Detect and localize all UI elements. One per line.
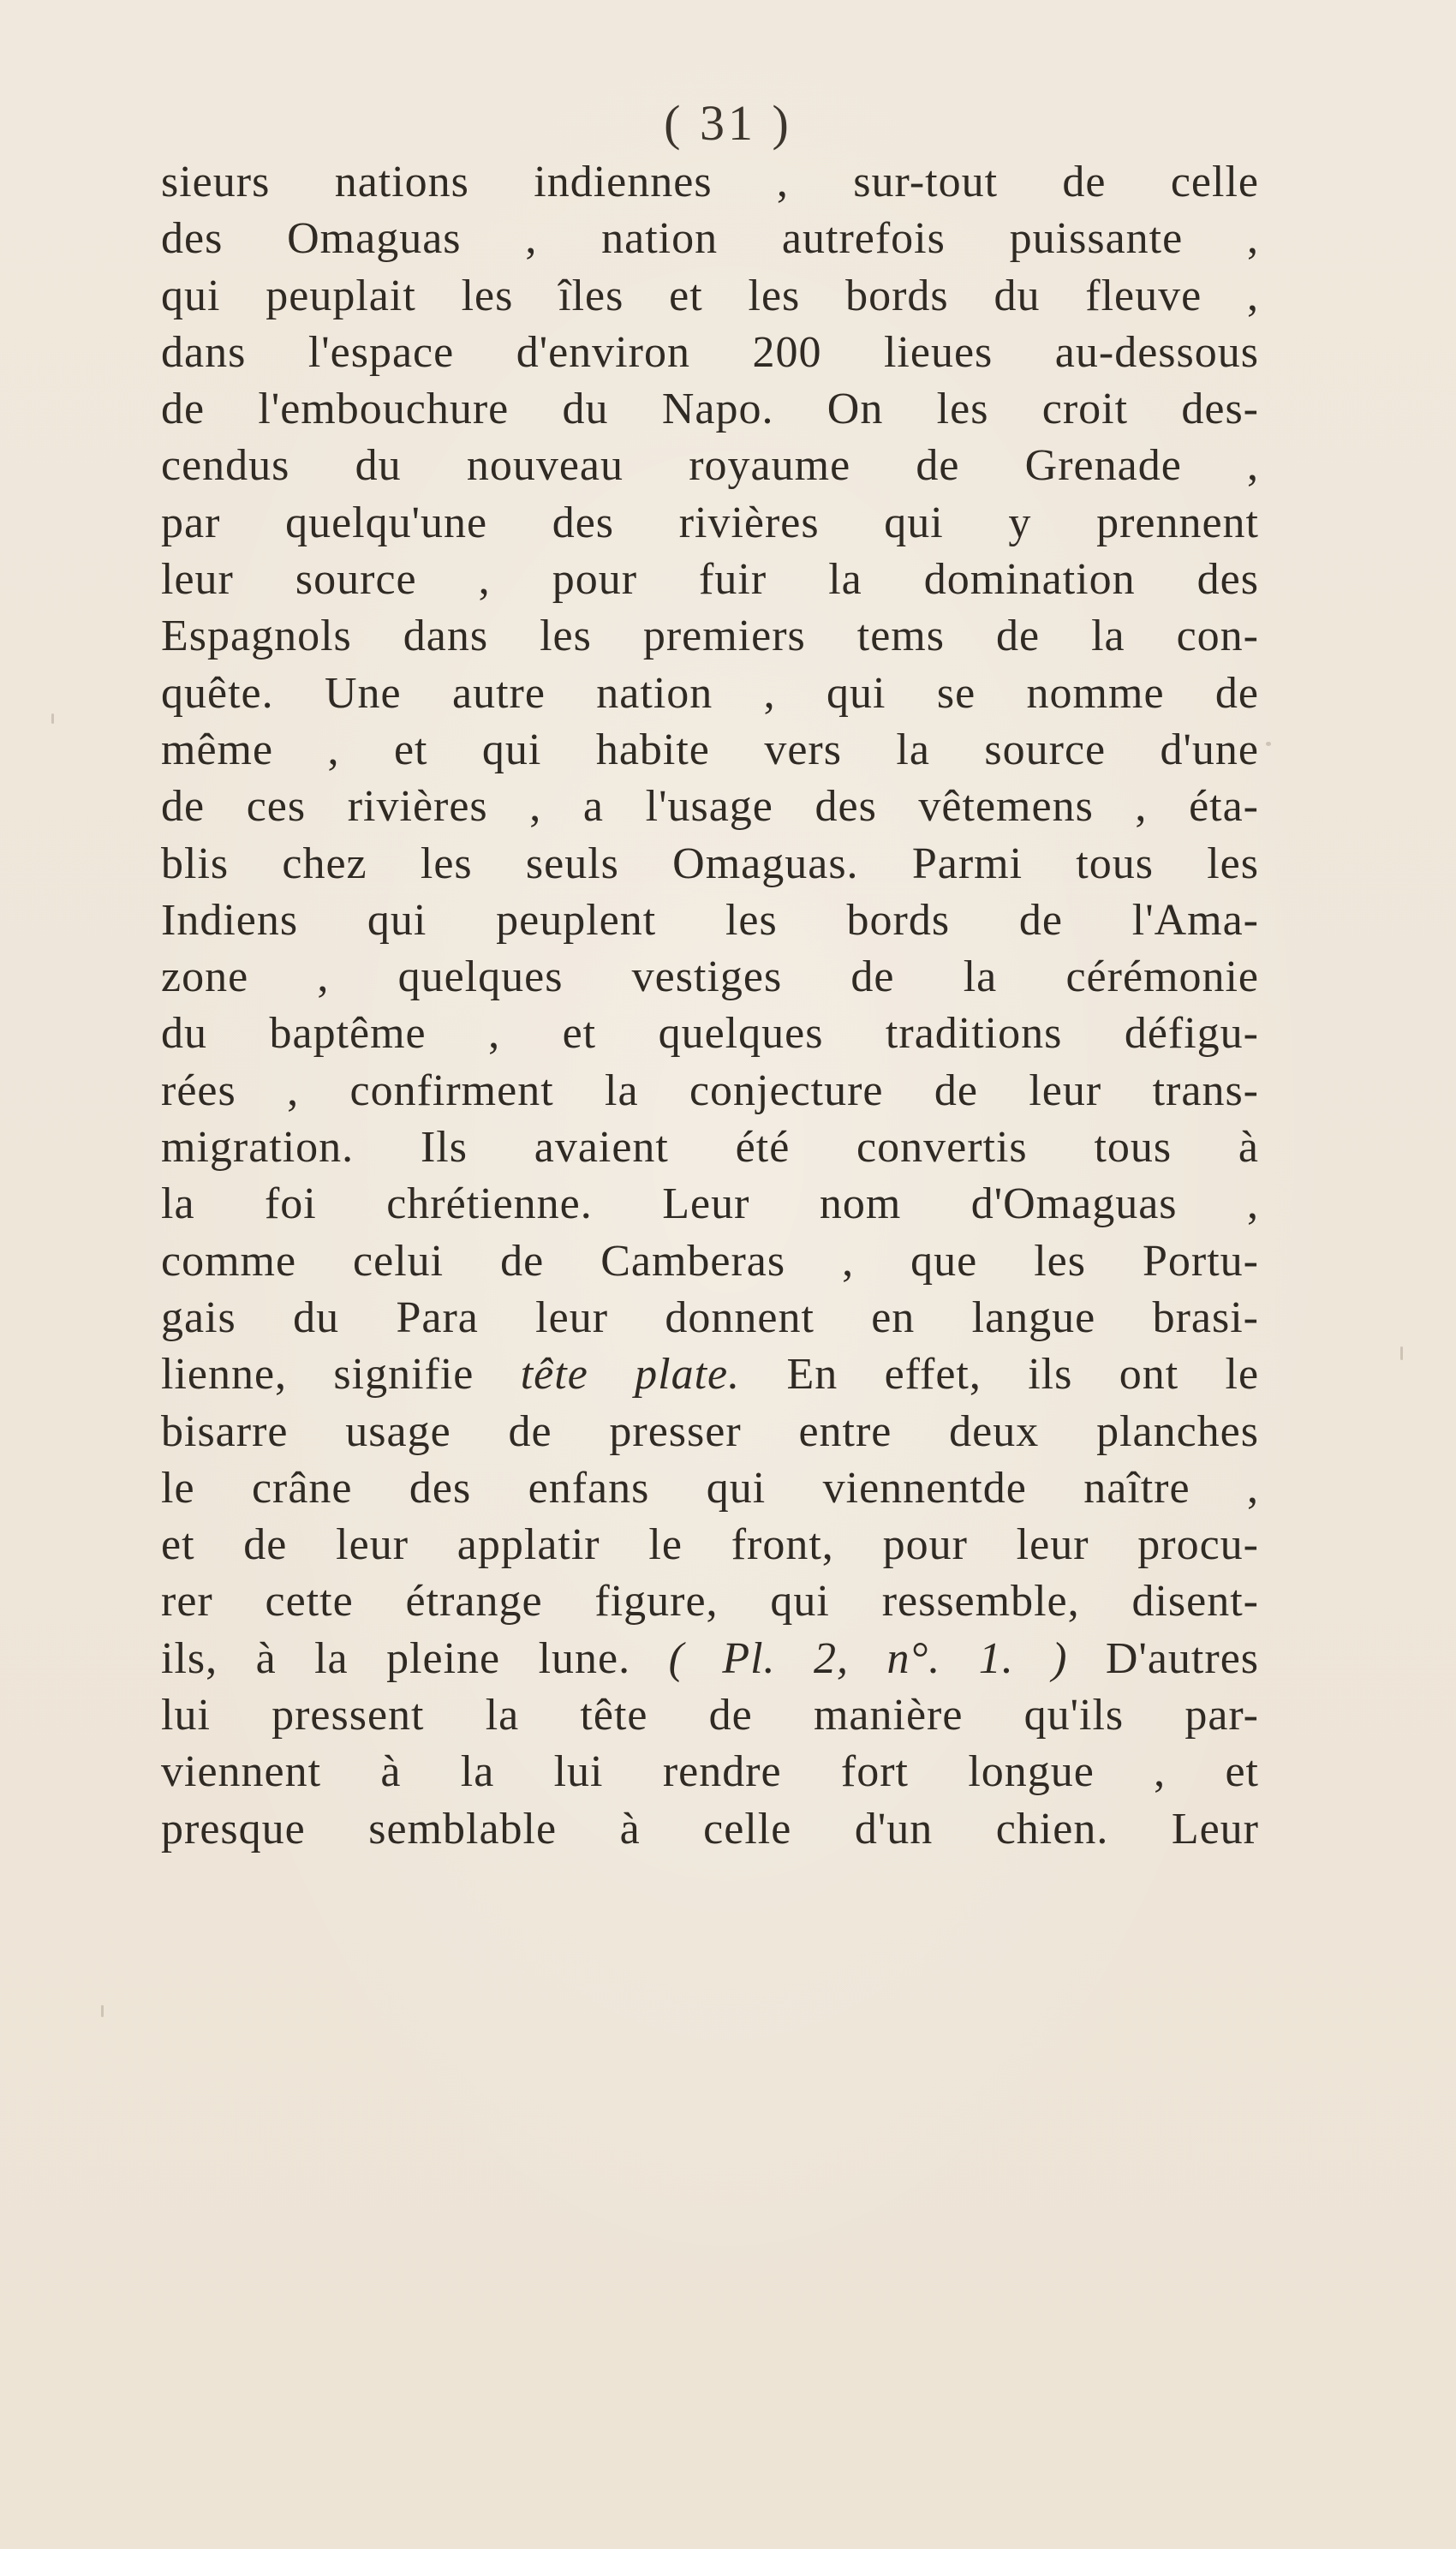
text-line-mixed — [161, 1346, 1259, 1403]
text-line: le crâne des enfans qui viennentde naître , — [161, 1463, 1259, 1513]
text-segment: lienne, signifie — [161, 1350, 474, 1400]
text-line-mixed — [161, 1631, 1259, 1687]
text-line: de l'embouchure du Napo. On les croit des- — [161, 385, 1259, 434]
text-line: du baptême , et quelques traditions défigu- — [161, 1009, 1259, 1059]
text-line: cendus du nouveau royaume de Grenade , — [161, 441, 1259, 491]
paper-speck — [1266, 742, 1271, 746]
text-line: même , et qui habite vers la source d'une — [161, 725, 1259, 774]
text-line: qui peuplait les îles et les bords du fleuve , — [161, 271, 1259, 320]
text-line: et de leur applatir le front, pour leur procu- — [161, 1520, 1259, 1570]
text-line: rer cette étrange figure, qui ressemble, disent- — [161, 1577, 1259, 1627]
text-line: Espagnols dans les premiers tems de la con- — [161, 612, 1259, 661]
text-line: blis chez les seuls Omaguas. Parmi tous les — [161, 839, 1259, 888]
paper-speck — [101, 2005, 104, 2017]
text-line: sieurs nations indiennes , sur-tout de celle — [161, 158, 1259, 206]
text-line: leur source , pour fuir la domination des — [161, 555, 1259, 605]
text-line: Indiens qui peuplent les bords de l'Ama- — [161, 895, 1259, 945]
text-line: lui pressent la tête de manière qu'ils par- — [161, 1691, 1259, 1740]
text-line: viennent à la lui rendre fort longue , et — [161, 1747, 1259, 1797]
paper-speck — [1400, 1346, 1403, 1360]
text-segment: D'autres — [1105, 1633, 1260, 1683]
page-number: ( 31 ) — [664, 95, 792, 151]
body-text — [161, 154, 1259, 1858]
text-line: quête. Une autre nation , qui se nomme de — [161, 668, 1259, 718]
text-segment: En effet, ils ont le — [786, 1350, 1260, 1400]
text-line: de ces rivières , a l'usage des vêtemens , éta- — [161, 782, 1259, 832]
italic-phrase: tête plate. — [520, 1350, 741, 1400]
text-line: presque semblable à celle d'un chien. Leur — [161, 1804, 1259, 1854]
text-line: dans l'espace d'environ 200 lieues au-dessous — [161, 327, 1259, 377]
text-line: rées , confirment la conjecture de leur trans- — [161, 1066, 1259, 1115]
text-line: par quelqu'une des rivières qui y prennent — [161, 498, 1259, 547]
paper-speck — [51, 713, 54, 724]
text-line: la foi chrétienne. Leur nom d'Omaguas , — [161, 1179, 1259, 1229]
text-line: des Omaguas , nation autrefois puissante , — [161, 214, 1259, 264]
text-line: bisarre usage de presser entre deux planches — [161, 1406, 1259, 1456]
text-line: migration. Ils avaient été convertis tous à — [161, 1123, 1259, 1173]
text-line: gais du Para leur donnent en langue brasi- — [161, 1292, 1259, 1342]
plate-reference: ( Pl. 2, n°. 1. ) — [668, 1633, 1068, 1683]
text-segment: ils, à la pleine lune. — [161, 1633, 631, 1683]
text-line: zone , quelques vestiges de la cérémonie — [161, 952, 1259, 1002]
text-line: comme celui de Camberas , que les Portu- — [161, 1236, 1259, 1286]
